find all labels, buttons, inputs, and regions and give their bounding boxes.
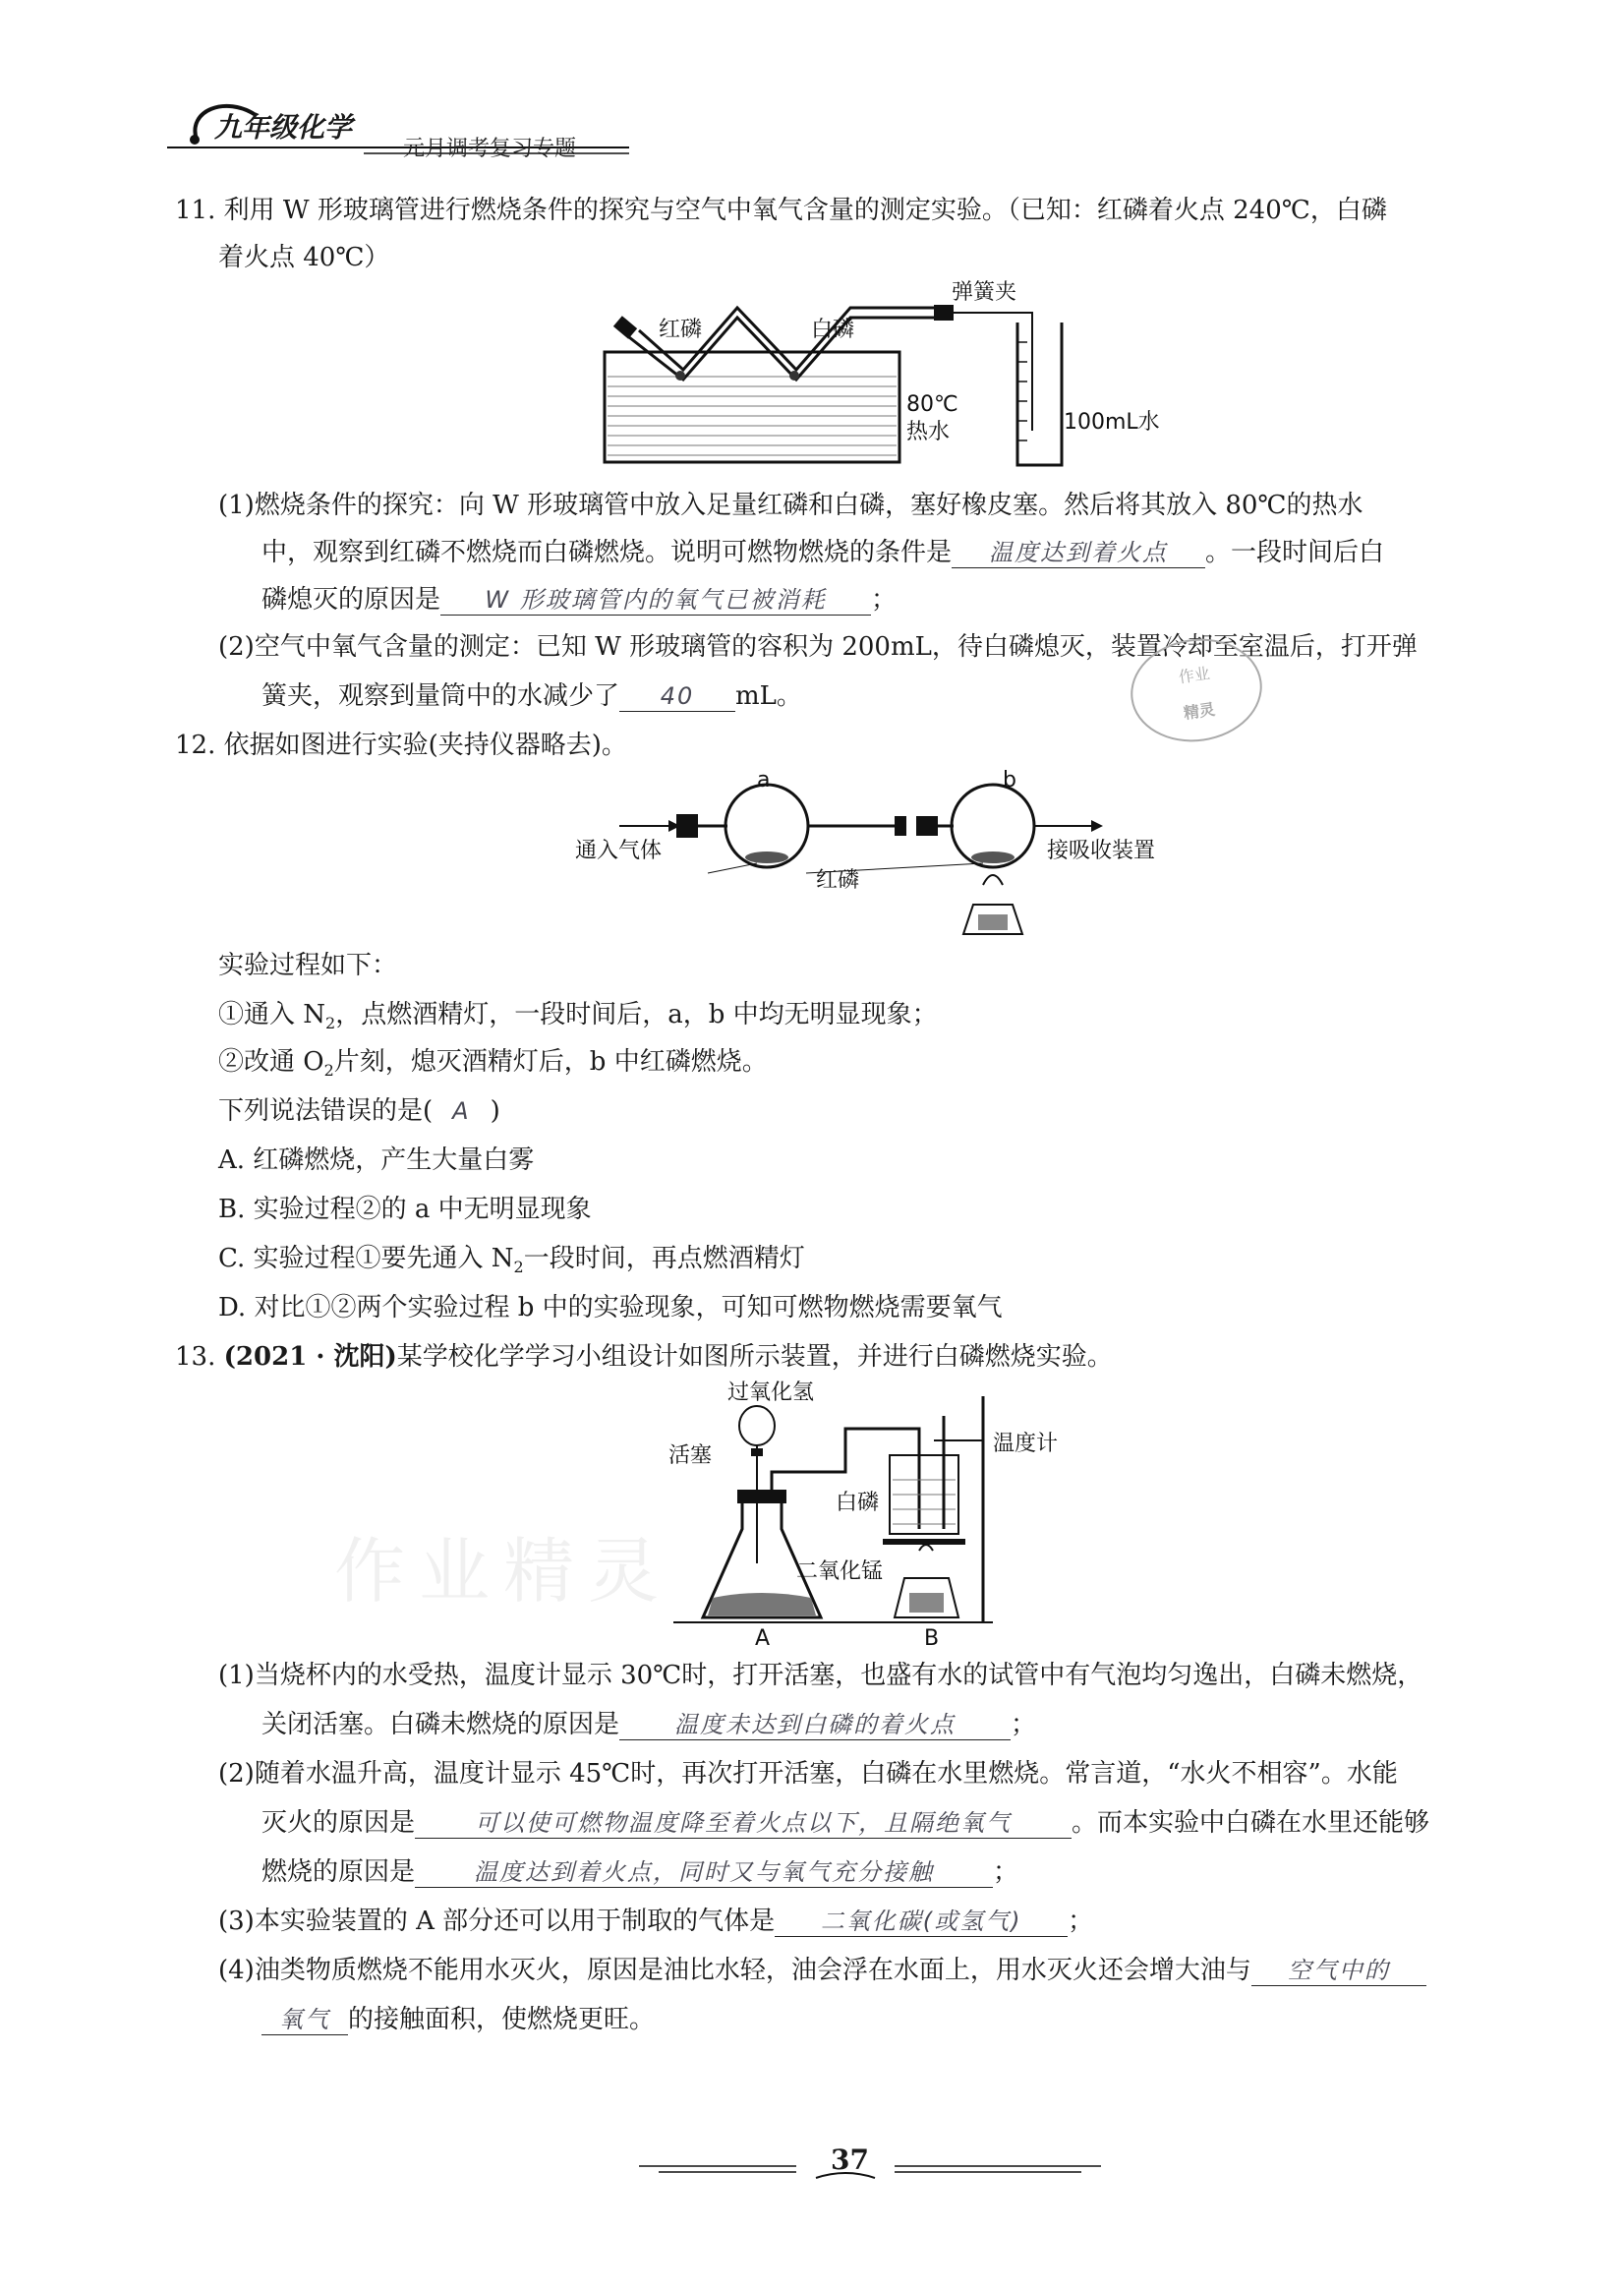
label-gas-inlet: 通入气体 xyxy=(575,839,663,863)
label-thermometer: 温度计 xyxy=(993,1432,1059,1456)
q12-ask-a: 下列说法错误的是( xyxy=(218,1096,434,1126)
q13-part2-text: 灭火的原因是 xyxy=(261,1808,416,1838)
q12-optc-b: 一段时间，再点燃酒精灯 xyxy=(523,1244,805,1273)
label-part-B: B xyxy=(924,1626,940,1651)
q12-step2-b: 片刻，熄灭酒精灯后，b 中红磷燃烧。 xyxy=(333,1047,768,1077)
q11-part1-line1: (1)燃烧条件的探究：向 W 形玻璃管中放入足量红磷和白磷，塞好橡皮塞。然后将其放入 80℃的热水 xyxy=(218,491,1363,520)
header-subtitle: 元月调考复习专题 xyxy=(403,137,577,161)
label-b: b xyxy=(1003,768,1016,793)
label-manganese-dioxide: 二氧化锰 xyxy=(796,1559,884,1584)
q11-part1-text-c: 磷熄灭的原因是 xyxy=(261,585,441,615)
q13-number: 13. xyxy=(175,1342,216,1372)
q12-step2-a: ②改通 O xyxy=(218,1047,324,1077)
q13-answer-5a: 空气中的 xyxy=(1251,1956,1426,1986)
q13-part2-line2 xyxy=(261,1805,1429,1841)
q13-answer-4: 二氧化碳(或氢气) xyxy=(775,1907,1068,1937)
label-absorb-device: 接吸收装置 xyxy=(1047,839,1156,863)
q11-part2-text: 簧夹，观察到量筒中的水减少了 xyxy=(261,681,620,711)
q11-w-tube-figure xyxy=(600,280,1160,470)
q13-part4-text-b: 的接触面积，使燃烧更旺。 xyxy=(348,2005,656,2034)
label-stopcock: 活塞 xyxy=(668,1443,713,1468)
q13-answer-1: 温度未达到白磷的着火点 xyxy=(619,1710,1011,1740)
q13-part4-line2 xyxy=(261,2002,655,2037)
q11-part2-line2 xyxy=(261,678,802,714)
q12-proc-title: 实验过程如下： xyxy=(218,951,398,980)
q12-option-b: B. 实验过程②的 a 中无明显现象 xyxy=(218,1195,592,1224)
separatory-funnel xyxy=(739,1406,775,1445)
label-red-phosphorus-q12: 红磷 xyxy=(816,868,860,893)
q13-part4-line1 xyxy=(218,1953,1426,1988)
stamp-top-text: 作业 xyxy=(1177,664,1212,687)
q12-step1-a: ①通入 N xyxy=(218,1000,326,1029)
label-cylinder-water: 100mL水 xyxy=(1064,410,1160,435)
q13-part2-line1: (2)随着水温升高，温度计显示 45℃时，再次打开活塞，白磷在水里燃烧。常言道，“水火不相容”。水能 xyxy=(218,1759,1398,1789)
stamp-bottom-text: 精灵 xyxy=(1182,699,1217,723)
q13-answer-2: 可以使可燃物温度降至着火点以下，且隔绝氧气 xyxy=(415,1808,1072,1839)
label-hot-water: 热水 xyxy=(906,420,951,444)
q12-step-2 xyxy=(218,1044,768,1088)
label-part-A: A xyxy=(755,1626,771,1651)
q13-part1-text: 关闭活塞。白磷未燃烧的原因是 xyxy=(261,1710,620,1739)
page-number: 37 xyxy=(831,2143,869,2176)
q11-answer-1: 温度达到着火点 xyxy=(952,538,1205,568)
q11-stem-line1: 11. 利用 W 形玻璃管进行燃烧条件的探究与空气中氧气含量的测定实验。（已知：红磷着火点 240℃，白磷 xyxy=(175,196,1387,225)
q13-stem xyxy=(175,1339,1113,1375)
header-title: 九年级化学 xyxy=(214,111,353,144)
q13-part3-text-b: ； xyxy=(1068,1907,1094,1936)
q13-apparatus-figure xyxy=(668,1380,1081,1651)
watermark: 作业精灵 xyxy=(334,1530,673,1613)
q11-part1-line2 xyxy=(261,535,1384,570)
label-white-phosphorus: 白磷 xyxy=(811,318,855,342)
rubber-stopper xyxy=(613,316,637,339)
measuring-cylinder xyxy=(1017,323,1062,465)
q12-optc-a: C. 实验过程①要先通入 N xyxy=(218,1244,514,1273)
spring-clamp xyxy=(934,305,954,321)
q13-stem-text: 某学校化学学习小组设计如图所示装置，并进行白磷燃烧实验。 xyxy=(396,1342,1113,1372)
q13-part1-line2 xyxy=(261,1707,1036,1742)
q13-source: (2021 · 沈阳) xyxy=(223,1342,397,1372)
q12-step2-sub: 2 xyxy=(323,1061,334,1081)
q12-step1-sub: 2 xyxy=(325,1014,336,1033)
q12-answer: A xyxy=(452,1097,471,1125)
q11-answer-3: 40 xyxy=(619,681,735,712)
label-spring-clamp: 弹簧夹 xyxy=(952,280,1017,305)
q12-option-c xyxy=(218,1241,805,1285)
q12-ask-b: ) xyxy=(490,1096,500,1126)
q13-part3 xyxy=(218,1904,1093,1939)
q13-part2-text-b: 。而本实验中白磷在水里还能够 xyxy=(1072,1808,1430,1838)
label-white-phosphorus-q13: 白磷 xyxy=(836,1491,880,1515)
q12-question xyxy=(218,1093,500,1129)
label-hydrogen-peroxide: 过氧化氢 xyxy=(727,1380,815,1405)
q13-part1-text-b: ； xyxy=(1011,1710,1037,1739)
q12-step-1 xyxy=(218,997,938,1041)
q11-part1-text: 中，观察到红磷不燃烧而白磷燃烧。说明可燃物燃烧的条件是 xyxy=(261,538,953,567)
q11-part2-line1: (2)空气中氧气含量的测定：已知 W 形玻璃管的容积为 200mL，待白磷熄灭，装置冷却至室温后，打开弹 xyxy=(218,632,1418,662)
q13-part2-text-d: ； xyxy=(993,1857,1019,1887)
q12-stem: 12. 依据如图进行实验(夹持仪器略去)。 xyxy=(175,731,627,760)
label-red-phosphorus: 红磷 xyxy=(659,318,703,342)
q12-option-a: A. 红磷燃烧，产生大量白雾 xyxy=(218,1145,535,1175)
q13-part3-text: (3)本实验装置的 A 部分还可以用于制取的气体是 xyxy=(218,1907,776,1936)
q13-answer-5b: 氧气 xyxy=(261,2005,348,2035)
q13-answer-3: 温度达到着火点，同时又与氧气充分接触 xyxy=(415,1857,993,1888)
q12-optc-sub: 2 xyxy=(513,1258,524,1277)
q12-option-d: D. 对比①②两个实验过程 b 中的实验现象，可知可燃物燃烧需要氧气 xyxy=(218,1293,1003,1322)
q11-part1-text-b: 。一段时间后白 xyxy=(1205,538,1385,567)
q11-answer-2: W 形玻璃管内的氧气已被消耗 xyxy=(440,585,871,616)
q13-part4-text: (4)油类物质燃烧不能用水灭火，原因是油比水轻，油会浮在水面上，用水灭火还会增大油与 xyxy=(218,1956,1251,1985)
q12-apparatus-figure xyxy=(560,767,1170,944)
q11-part1-line3 xyxy=(261,582,897,617)
q12-step1-b: ，点燃酒精灯，一段时间后，a，b 中均无明显现象； xyxy=(335,1000,938,1029)
q11-part2-text-b: mL。 xyxy=(735,681,802,711)
q13-part2-text-c: 燃烧的原因是 xyxy=(261,1857,416,1887)
footer-ornament xyxy=(639,2139,1111,2188)
label-water-temp: 80℃ xyxy=(906,392,958,417)
q11-stem-line2: 着火点 40℃） xyxy=(218,243,390,272)
q13-part1-line1: (1)当烧杯内的水受热，温度计显示 30℃时，打开活塞，也盛有水的试管中有气泡均匀逸出，白磷未燃烧， xyxy=(218,1661,1423,1690)
q11-part1-text-d: ； xyxy=(871,585,898,615)
q13-part2-line3 xyxy=(261,1854,1018,1890)
label-a: a xyxy=(757,768,771,793)
